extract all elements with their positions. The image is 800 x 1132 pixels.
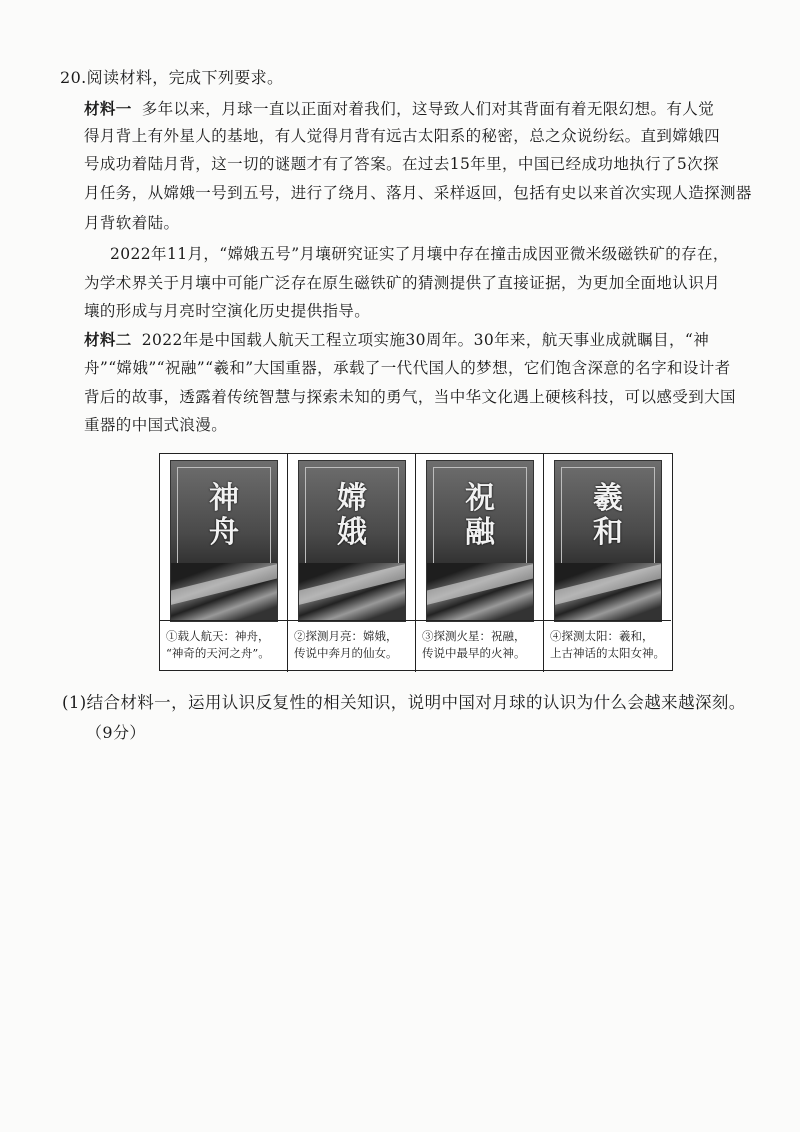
poster-image-change <box>298 460 406 622</box>
poster-caption <box>544 620 671 672</box>
poster-char: 祝 <box>465 481 495 516</box>
poster-char: 舟 <box>209 515 239 550</box>
sub-question-score: （9分） <box>86 723 146 742</box>
caption-line-1: ②探测月亮：嫦娥， <box>294 629 398 643</box>
poster-image-zhurong <box>426 460 534 622</box>
poster-char: 神 <box>209 481 239 516</box>
poster-panel-shenzhou <box>160 454 288 672</box>
poster-char: 娥 <box>337 515 367 550</box>
material1-line-7: 为学术界关于月壤中可能广泛存在原生磁铁矿的猜测提供了直接证据，为更加全面地认识月 <box>84 274 721 292</box>
poster-panel-xihe <box>544 454 671 672</box>
material2-text-1: 2022年是中国载人航天工程立项实施30周年。30年来，航天事业成就瞩目，“神 <box>141 331 710 349</box>
material1-line-6: 2022年11月，“嫦娥五号”月壤研究证实了月壤中存在撞击成因亚微米级磁铁矿的存在， <box>110 245 729 263</box>
caption-line-2: 传说中奔月的仙女。 <box>294 646 398 660</box>
material1-line-4: 月任务，从嫦娥一号到五号，进行了绕月、落月、采样返回，包括有史以来首次实现人造探测器 <box>84 184 752 202</box>
material1-line-5: 月背软着陆。 <box>84 214 180 232</box>
caption-line-2: “神奇的天河之舟”。 <box>166 646 270 660</box>
material1-label: 材料一 <box>84 99 132 118</box>
material1-line-1 <box>84 96 714 122</box>
material2-line-3: 背后的故事，透露着传统智慧与探索未知的勇气，当中华文化遇上硬核科技，可以感受到大国 <box>84 388 736 406</box>
poster-panel-change <box>288 454 416 672</box>
caption-line-2: 上古神话的太阳女神。 <box>550 646 665 660</box>
material2-line-4: 重器的中国式浪漫。 <box>84 416 228 434</box>
poster-char: 和 <box>593 515 623 550</box>
poster-image-xihe <box>554 460 662 622</box>
spacecraft-poster-figure <box>159 453 673 671</box>
material1-line-8: 壤的形成与月亮时空演化历史提供指导。 <box>84 302 371 320</box>
material2-line-2: 舟”“嫦娥”“祝融”“羲和”大国重器，承载了一代代国人的梦想，它们饱含深意的名字和设计者 <box>84 359 731 377</box>
poster-char: 嫦 <box>337 481 367 516</box>
poster-caption <box>160 620 287 672</box>
poster-caption <box>288 620 415 672</box>
material1-line-3: 号成功着陆月背，这一切的谜题才有了答案。在过去15年里，中国已经成功地执行了5次探 <box>84 155 719 173</box>
poster-char: 融 <box>465 515 495 550</box>
material1-line-2: 得月背上有外星人的基地，有人觉得月背有远古太阳系的秘密，总之众说纷纭。直到嫦娥四 <box>84 127 721 145</box>
sub-question-text: (1)结合材料一，运用认识反复性的相关知识，说明中国对月球的认识为什么会越来越深刻。 <box>62 693 746 712</box>
caption-line-1: ③探测火星：祝融， <box>422 629 526 643</box>
caption-line-1: ①载人航天：神舟， <box>166 629 270 643</box>
caption-line-1: ④探测太阳：羲和， <box>550 629 654 643</box>
material2-line-1 <box>84 327 709 353</box>
material2-label: 材料二 <box>84 330 132 349</box>
poster-char: 羲 <box>593 481 623 516</box>
poster-image-shenzhou <box>170 460 278 622</box>
caption-line-2: 传说中最早的火神。 <box>422 646 526 660</box>
poster-panel-zhurong <box>416 454 544 672</box>
material1-text-1: 多年以来，月球一直以正面对着我们，这导致人们对其背面有着无限幻想。有人觉 <box>141 100 715 118</box>
poster-caption <box>416 620 543 672</box>
question-title: 20.阅读材料，完成下列要求。 <box>60 68 284 87</box>
